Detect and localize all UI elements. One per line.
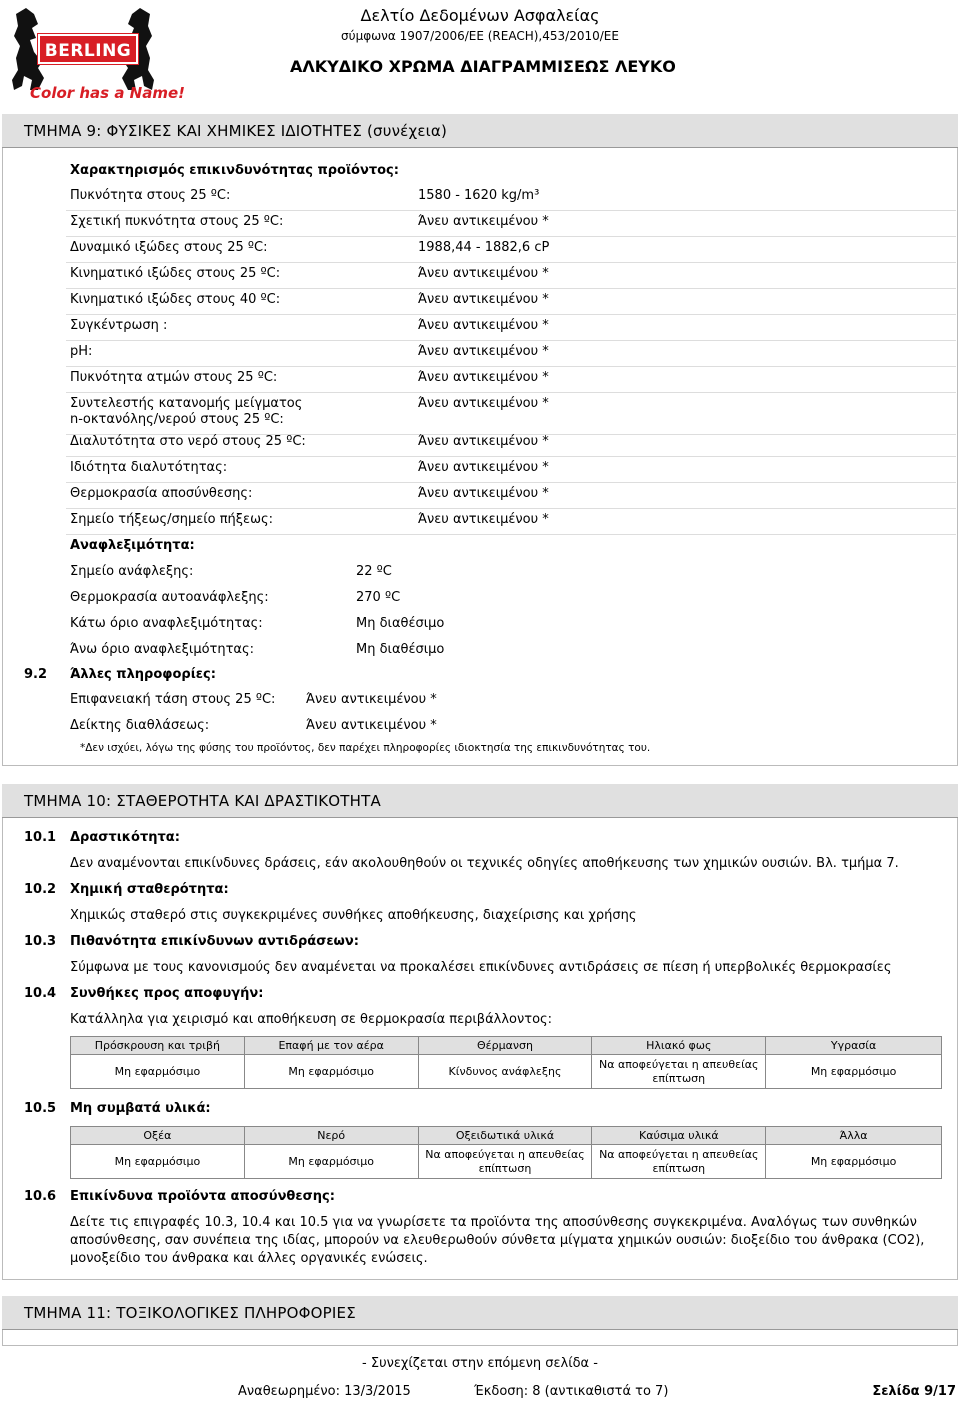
flammability-value: Μη διαθέσιμο bbox=[356, 616, 445, 631]
property-label: Σχετική πυκνότητα στους 25 ºC: bbox=[70, 214, 284, 229]
item-10-1-title: Δραστικότητα: bbox=[70, 830, 180, 845]
item-10-1-number: 10.1 bbox=[24, 830, 57, 845]
row-divider bbox=[66, 534, 956, 535]
item-10-6-text: μονοξείδιο του άνθρακα και άλλες οργανικές ενώσεις. bbox=[70, 1251, 428, 1266]
row-divider bbox=[66, 314, 956, 315]
table-cell: Μη εφαρμόσιμο bbox=[244, 1055, 418, 1089]
logo-banner: BERLING bbox=[38, 34, 138, 64]
cell-line: επίπτωση bbox=[652, 1071, 706, 1085]
regulation: σύμφωνα 1907/2006/ΕΕ (REACH),453/2010/ΕΕ bbox=[341, 29, 619, 43]
other-info-label: Δείκτης διαθλάσεως: bbox=[70, 718, 210, 733]
table-cell bbox=[592, 1055, 766, 1089]
section-11-header bbox=[2, 1296, 958, 1330]
table-header-cell: Καύσιμα υλικά bbox=[592, 1127, 766, 1145]
table-header-cell: Υγρασία bbox=[766, 1037, 942, 1055]
flammability-label: Θερμοκρασία αυτοανάφλεξης: bbox=[70, 590, 269, 605]
product-name: ΑΛΚΥΔΙΚΟ ΧΡΩΜΑ ΔΙΑΓΡΑΜΜΙΣΕΩΣ ΛΕΥΚΟ bbox=[290, 57, 676, 76]
table-header-cell: Επαφή με τον αέρα bbox=[244, 1037, 418, 1055]
cell-line: Να αποφεύγεται η απευθείας bbox=[599, 1147, 759, 1161]
property-value: Άνευ αντικειμένου * bbox=[418, 370, 549, 385]
section-9-2-number: 9.2 bbox=[24, 667, 48, 682]
item-10-6-text: αποσύνθεσης, σαν συνέπεια της ιδίας, μπορούν να ελευθερωθούν σύνθετα μίγματα χημικών ουσιών: διοξείδιο του άνθρακα (CO2), bbox=[70, 1233, 925, 1248]
item-10-1-text: Δεν αναμένονται επικίνδυνες δράσεις, εάν ακολουθηθούν οι τεχνικές οδηγίες αποθήκευσης των χημικών ουσιών. Βλ. τμήμα 7. bbox=[70, 856, 899, 871]
property-label: Κινηματικό ιξώδες στους 25 ºC: bbox=[70, 266, 281, 281]
item-10-4-text: Κατάλληλα για χειρισμό και αποθήκευση σε θερμοκρασία περιβάλλοντος: bbox=[70, 1012, 553, 1027]
berling-logo bbox=[8, 6, 185, 102]
row-divider bbox=[66, 366, 956, 367]
property-label: Ιδιότητα διαλυτότητας: bbox=[70, 460, 228, 475]
revised-date: Αναθεωρημένο: 13/3/2015 bbox=[238, 1384, 411, 1399]
table-header-cell: Οξέα bbox=[71, 1127, 245, 1145]
logo-tagline: Color has a Name! bbox=[30, 84, 185, 102]
table-header-cell: Πρόσκρουση και τριβή bbox=[71, 1037, 245, 1055]
table-cell: Κίνδυνος ανάφλεξης bbox=[418, 1055, 592, 1089]
property-label: Διαλυτότητα στο νερό στους 25 ºC: bbox=[70, 434, 306, 449]
item-10-6-text: Δείτε τις επιγραφές 10.3, 10.4 και 10.5 για να γνωρίσετε τα προϊόντα της αποσύνθεσης συγκεκριμένα. Αναλόγως των συνθηκών bbox=[70, 1215, 917, 1230]
row-divider bbox=[66, 210, 956, 211]
table-row bbox=[71, 1145, 942, 1179]
property-label: Σημείο τήξεως/σημείο πήξεως: bbox=[70, 512, 273, 527]
table-header-row bbox=[71, 1127, 942, 1145]
property-value: Άνευ αντικειμένου * bbox=[418, 318, 549, 333]
item-10-6-title: Επικίνδυνα προϊόντα αποσύνθεσης: bbox=[70, 1189, 335, 1204]
property-label: Πυκνότητα ατμών στους 25 ºC: bbox=[70, 370, 278, 385]
item-10-4-number: 10.4 bbox=[24, 986, 57, 1001]
property-value: Άνευ αντικειμένου * bbox=[418, 214, 549, 229]
property-value: Άνευ αντικειμένου * bbox=[418, 292, 549, 307]
property-value: Άνευ αντικειμένου * bbox=[418, 434, 549, 449]
item-10-4-title: Συνθήκες προς αποφυγήν: bbox=[70, 986, 264, 1001]
document-header bbox=[290, 4, 676, 76]
row-divider bbox=[66, 392, 956, 393]
row-divider bbox=[66, 340, 956, 341]
row-divider bbox=[66, 456, 956, 457]
other-info-value: Άνευ αντικειμένου * bbox=[306, 692, 437, 707]
table-cell: Μη εφαρμόσιμο bbox=[71, 1055, 245, 1089]
row-divider bbox=[66, 288, 956, 289]
section-10-title: ΤΜΗΜΑ 10: ΣΤΑΘΕΡΟΤΗΤΑ ΚΑΙ ΔΡΑΣΤΙΚΟΤΗΤΑ bbox=[24, 792, 381, 810]
property-label: n-οκτανόλης/νερού στους 25 ºC: bbox=[70, 412, 284, 427]
section-9-header bbox=[2, 114, 958, 148]
row-divider bbox=[66, 262, 956, 263]
item-10-3-text: Σύμφωνα με τους κανονισμούς δεν αναμένεται να προκαλέσει επικίνδυνες αντιδράσεις σε πίεση ή υπερβολικές θερμοκρασίες bbox=[70, 960, 892, 975]
item-10-3-number: 10.3 bbox=[24, 934, 57, 949]
cell-line: Να αποφεύγεται η απευθείας bbox=[599, 1057, 759, 1071]
property-value: Άνευ αντικειμένου * bbox=[418, 266, 549, 281]
property-value: Άνευ αντικειμένου * bbox=[418, 396, 549, 411]
page-number: Σελίδα 9/17 bbox=[872, 1384, 956, 1399]
property-value: Άνευ αντικειμένου * bbox=[418, 512, 549, 527]
property-label: Πυκνότητα στους 25 ºC: bbox=[70, 188, 231, 203]
cell-line: επίπτωση bbox=[478, 1161, 532, 1175]
table-cell: Μη εφαρμόσιμο bbox=[766, 1055, 942, 1089]
footnote: *Δεν ισχύει, λόγω της φύσης του προϊόντος, δεν παρέχει πληροφορίες ιδιοκτησία της επικινδυνότητας του. bbox=[80, 742, 651, 754]
flammability-label: Σημείο ανάφλεξης: bbox=[70, 564, 194, 579]
property-value: Άνευ αντικειμένου * bbox=[418, 344, 549, 359]
property-value: 1580 - 1620 kg/m³ bbox=[418, 188, 540, 203]
table-header-cell: Οξειδωτικά υλικά bbox=[418, 1127, 592, 1145]
property-value: Άνευ αντικειμένου * bbox=[418, 460, 549, 475]
other-info-title: Άλλες πληροφορίες: bbox=[70, 667, 216, 682]
property-label: Συντελεστής κατανομής μείγματος bbox=[70, 396, 303, 411]
section-9-subtitle: Χαρακτηρισμός επικινδυνότητας προϊόντος: bbox=[70, 163, 399, 178]
other-info-label: Επιφανειακή τάση στους 25 ºC: bbox=[70, 692, 276, 707]
incompatible-materials-table bbox=[70, 1126, 942, 1179]
section-10-header bbox=[2, 784, 958, 818]
section-9-title: ΤΜΗΜΑ 9: ΦΥΣΙΚΕΣ ΚΑΙ ΧΗΜΙΚΕΣ ΙΔΙΟΤΗΤΕΣ (συνέχεια) bbox=[24, 122, 448, 140]
table-header-cell: Άλλα bbox=[766, 1127, 942, 1145]
table-cell: Μη εφαρμόσιμο bbox=[244, 1145, 418, 1179]
row-divider bbox=[66, 508, 956, 509]
doc-title: Δελτίο Δεδομένων Ασφαλείας bbox=[360, 6, 600, 25]
table-cell: Μη εφαρμόσιμο bbox=[766, 1145, 942, 1179]
cell-line: Να αποφεύγεται η απευθείας bbox=[425, 1147, 585, 1161]
item-10-2-title: Χημική σταθερότητα: bbox=[70, 882, 229, 897]
table-header-cell: Θέρμανση bbox=[418, 1037, 592, 1055]
row-divider bbox=[66, 236, 956, 237]
table-header-cell: Νερό bbox=[244, 1127, 418, 1145]
table-cell bbox=[592, 1145, 766, 1179]
property-value: Άνευ αντικειμένου * bbox=[418, 486, 549, 501]
flammability-value: Μη διαθέσιμο bbox=[356, 642, 445, 657]
item-10-6-number: 10.6 bbox=[24, 1189, 57, 1204]
other-info-value: Άνευ αντικειμένου * bbox=[306, 718, 437, 733]
table-header-cell: Ηλιακό φως bbox=[592, 1037, 766, 1055]
item-10-3-title: Πιθανότητα επικίνδυνων αντιδράσεων: bbox=[70, 934, 359, 949]
item-10-2-text: Χημικώς σταθερό στις συγκεκριμένες συνθήκες αποθήκευσης, διαχείρισης και χρήσης bbox=[70, 908, 637, 923]
property-label: Θερμοκρασία αποσύνθεσης: bbox=[70, 486, 253, 501]
conditions-to-avoid-table bbox=[70, 1036, 942, 1089]
cell-line: επίπτωση bbox=[652, 1161, 706, 1175]
property-label: Συγκέντρωση : bbox=[70, 318, 168, 333]
flammability-title: Αναφλεξιμότητα: bbox=[70, 538, 195, 553]
section-11-box bbox=[2, 1330, 958, 1346]
item-10-5-number: 10.5 bbox=[24, 1101, 57, 1116]
table-header-row bbox=[71, 1037, 942, 1055]
item-10-5-title: Μη συμβατά υλικά: bbox=[70, 1101, 211, 1116]
property-label: Κινηματικό ιξώδες στους 40 ºC: bbox=[70, 292, 281, 307]
table-row bbox=[71, 1055, 942, 1089]
row-divider bbox=[66, 482, 956, 483]
property-value: 1988,44 - 1882,6 cP bbox=[418, 240, 550, 255]
item-10-2-number: 10.2 bbox=[24, 882, 57, 897]
flammability-value: 22 ºC bbox=[356, 564, 392, 579]
property-label: Δυναμικό ιξώδες στους 25 ºC: bbox=[70, 240, 268, 255]
flammability-value: 270 ºC bbox=[356, 590, 401, 605]
continues-note: - Συνεχίζεται στην επόμενη σελίδα - bbox=[362, 1356, 598, 1371]
edition: Έκδοση: 8 (αντικαθιστά το 7) bbox=[474, 1384, 669, 1399]
flammability-label: Κάτω όριο αναφλεξιμότητας: bbox=[70, 616, 263, 631]
table-cell: Μη εφαρμόσιμο bbox=[71, 1145, 245, 1179]
table-cell bbox=[418, 1145, 592, 1179]
section-11-title: ΤΜΗΜΑ 11: ΤΟΞΙΚΟΛΟΓΙΚΕΣ ΠΛΗΡΟΦΟΡΙΕΣ bbox=[24, 1304, 356, 1322]
flammability-label: Άνω όριο αναφλεξιμότητας: bbox=[70, 642, 255, 657]
property-label: pH: bbox=[70, 344, 93, 359]
